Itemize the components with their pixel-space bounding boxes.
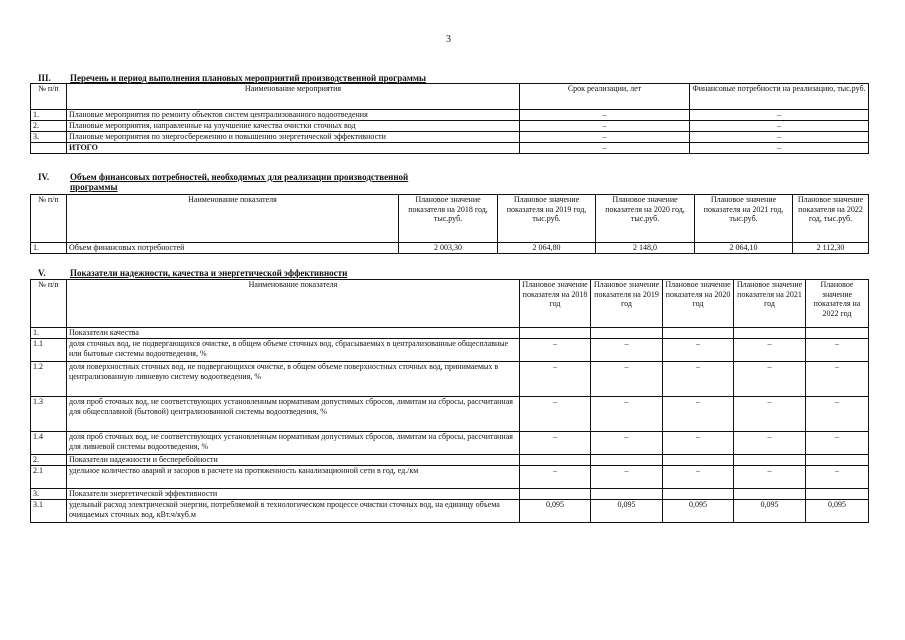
value-2021: 0,095 [734,500,806,523]
section-4-title-line2: программы [70,182,118,192]
value-2019: – [591,397,663,432]
value-2021: – [734,397,806,432]
row-no: 1. [31,110,67,121]
header-no: № п/п [31,84,67,110]
header-2022: Плановое значение показателя на 2022 год [806,280,869,328]
group-row [31,328,869,339]
section-5-title-text: Показатели надежности, качества и энергетической эффективности [70,268,348,278]
total-finance: – [690,143,869,154]
row-no: 1. [31,243,67,254]
header-no: № п/п [31,195,67,243]
section-3-table [30,83,869,154]
value-2021: – [734,362,806,397]
value-2021: – [734,466,806,489]
group-row [31,455,869,466]
row-name: Плановые мероприятия по ремонту объектов систем централизованного водоотведения [67,110,520,121]
section-3-number: III. [38,73,51,83]
group-name: Показатели энергетической эффективности [67,489,520,500]
table-row [31,432,869,455]
row-no: 1.1 [31,339,67,362]
value-2018: – [520,432,591,455]
value-2020: 0,095 [663,500,734,523]
row-finance: – [690,110,869,121]
row-name: Плановые мероприятия по энергосбережению и повышению энергетической эффективности [67,132,520,143]
value-2020: 2 148,0 [596,243,695,254]
group-row [31,489,869,500]
group-name: Показатели надежности и бесперебойности [67,455,520,466]
value-2019: 0,095 [591,500,663,523]
table-row [31,362,869,397]
value-2018: – [520,397,591,432]
header-2021: Плановое значение показателя на 2021 год, тыс.руб. [695,195,793,243]
header-2020: Плановое значение показателя на 2020 год, тыс.руб. [596,195,695,243]
value-2022: – [806,432,869,455]
row-name: Объем финансовых потребностей [67,243,399,254]
row-name: Плановые мероприятия, направленные на улучшение качества очистки сточных вод [67,121,520,132]
row-no: 3. [31,132,67,143]
table-row [31,121,869,132]
value-2020: – [663,466,734,489]
header-2019: Плановое значение показателя на 2019 год [591,280,663,328]
value-2022: 2 112,30 [793,243,869,254]
header-name: Наименование показателя [67,195,399,243]
value-2019: – [591,339,663,362]
row-term: – [520,110,690,121]
row-no: 1.4 [31,432,67,455]
table-row [31,500,869,523]
value-2022: 0,095 [806,500,869,523]
section-4-number: IV. [38,172,50,182]
table-header-row [31,195,869,243]
total-term: – [520,143,690,154]
section-4-title [38,172,408,192]
header-2019: Плановое значение показателя на 2019 год, тыс.руб. [498,195,596,243]
row-no: 3. [31,489,67,500]
value-2020: – [663,339,734,362]
value-2022: – [806,466,869,489]
value-2018: – [520,362,591,397]
section-5-number: V. [38,268,46,278]
row-no: 2.1 [31,466,67,489]
header-2020: Плановое значение показателя на 2020 год [663,280,734,328]
value-2021: – [734,339,806,362]
section-4-title-line1: Объем финансовых потребностей, необходимых для реализации производственной [70,172,409,182]
row-finance: – [690,121,869,132]
value-2020: – [663,362,734,397]
row-name: доля проб сточных вод, не соответствующих установленным нормативам допустимых сбросов, лимитам на сбросы, рассчитанная для общесплавной (бытовой) централизованной системы водоотведения, % [67,397,520,432]
group-name: Показатели качества [67,328,520,339]
row-no: 2. [31,455,67,466]
value-2018: – [520,466,591,489]
header-finance: Финансовые потребности на реализацию, тыс.руб. [690,84,869,110]
row-no: 1.2 [31,362,67,397]
header-name: Наименование мероприятия [67,84,520,110]
table-row [31,110,869,121]
row-name: доля сточных вод, не подвергающихся очистке, в общем объеме сточных вод, сбрасываемых в централизованные общесплавные или бытовые системы водоотведения, % [67,339,520,362]
table-row [31,132,869,143]
value-2022: – [806,362,869,397]
page-number: 3 [446,34,451,45]
value-2019: – [591,362,663,397]
row-term: – [520,132,690,143]
section-5-table [30,279,869,523]
section-3-title-text: Перечень и период выполнения плановых мероприятий производственной программы [70,73,427,83]
table-header-row [31,280,869,328]
table-row [31,243,869,254]
header-no: № п/п [31,280,67,328]
value-2019: – [591,466,663,489]
value-2021: 2 064,10 [695,243,793,254]
section-3-title [38,73,426,83]
row-no: 3.1 [31,500,67,523]
total-row [31,143,869,154]
section-5-title [38,268,347,278]
header-term: Срок реализации, лет [520,84,690,110]
row-name: удельное количество аварий и засоров в расчете на протяженность канализационной сети в год, ед./км [67,466,520,489]
table-row [31,397,869,432]
header-name: Наименование показателя [67,280,520,328]
value-2020: – [663,397,734,432]
header-2021: Плановое значение показателя на 2021 год [734,280,806,328]
value-2022: – [806,339,869,362]
row-no: 1. [31,328,67,339]
header-2022: Плановое значение показателя на 2022 год, тыс.руб. [793,195,869,243]
value-2022: – [806,397,869,432]
total-label: ИТОГО [67,143,520,154]
row-no: 1.3 [31,397,67,432]
section-4-table [30,194,869,254]
row-name: доля поверхностных сточных вод, не подвергающихся очистке, в общем объеме поверхностных сточных вод, принимаемых в централизованную ливневую систему водоотведения, % [67,362,520,397]
row-finance: – [690,132,869,143]
table-row [31,339,869,362]
value-2020: – [663,432,734,455]
value-2019: 2 064,80 [498,243,596,254]
row-name: доля проб сточных вод, не соответствующих установленным нормативам допустимых сбросов, лимитам на сбросы, рассчитанная для ливневой системы водоотведения, % [67,432,520,455]
value-2018: – [520,339,591,362]
header-2018: Плановое значение показателя на 2018 год, тыс.руб. [399,195,498,243]
value-2019: – [591,432,663,455]
row-term: – [520,121,690,132]
row-no: 2. [31,121,67,132]
value-2018: 0,095 [520,500,591,523]
table-header-row [31,84,869,110]
row-name: удельный расход электрической энергии, потребляемой в технологическом процессе очистки сточных вод, на единицу объема очищаемых сточных вод, кВт.ч/куб.м [67,500,520,523]
value-2021: – [734,432,806,455]
header-2018: Плановое значение показателя на 2018 год [520,280,591,328]
value-2018: 2 003,30 [399,243,498,254]
table-row [31,466,869,489]
